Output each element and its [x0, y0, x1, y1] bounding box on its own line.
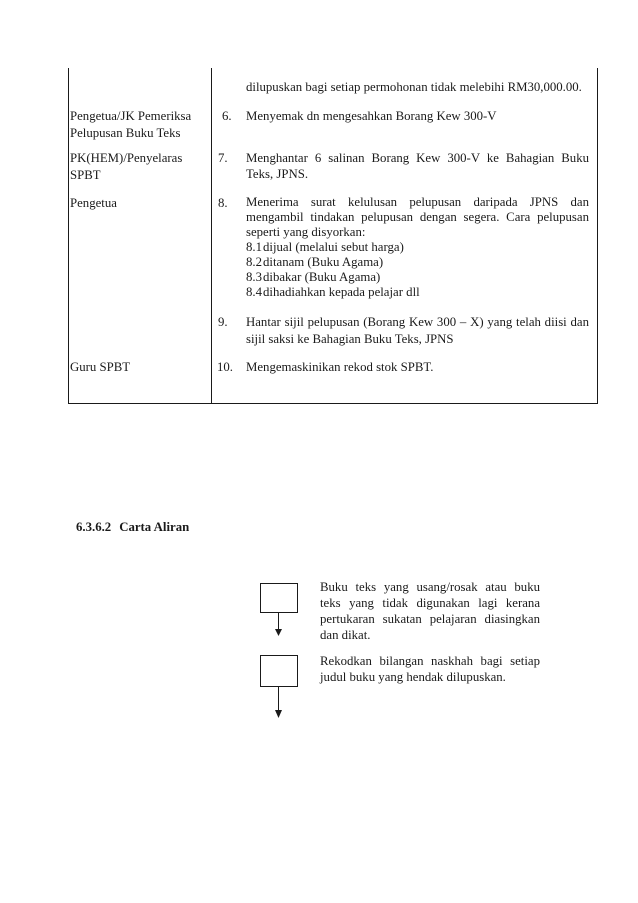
flowchart-step-text — [320, 653, 540, 685]
description-line: Menerima surat kelulusan pelupusan daripada JPNS dan — [246, 195, 589, 209]
description-line: sijil saksi ke Bahagian Buku Teks, JPNS — [246, 331, 454, 346]
row-description — [246, 359, 589, 375]
disposal-method-number: 8.3 — [246, 270, 262, 284]
description-line: mengambil tindakan pelupusan dengan segera. Cara pelupusan — [246, 210, 589, 224]
disposal-method-number: 8.1 — [246, 240, 262, 254]
flowchart-step-box — [261, 584, 298, 613]
disposal-method-number: 8.4 — [246, 285, 262, 299]
disposal-method-text: ditanam (Buku Agama) — [263, 255, 384, 269]
table-row — [0, 79, 638, 94]
role-line: Pengetua/JK Pemeriksa — [70, 109, 192, 123]
flowchart-text-line: dan dikat. — [320, 628, 371, 642]
flowchart-text-line: judul buku yang hendak dilupuskan. — [320, 670, 506, 684]
flowchart-step-box — [261, 656, 298, 687]
disposal-method-number: 8.2 — [246, 255, 262, 269]
flowchart-text-line: Rekodkan bilangan naskhah bagi setiap — [320, 654, 540, 668]
description-line: dilupuskan bagi setiap permohonan tidak melebihi RM30,000.00. — [246, 80, 582, 94]
table-row — [0, 359, 638, 374]
section-number: 6.3.6.2 — [76, 520, 112, 534]
disposal-method-item — [246, 240, 589, 255]
step-number: 6. — [222, 109, 232, 123]
flowchart-text-line: pertukaran sukatan pelajaran diasingkan — [320, 612, 540, 626]
role-line: Pengetua — [70, 196, 117, 210]
disposal-method-text: dihadiahkan kepada pelajar dll — [263, 285, 420, 299]
section-title: Carta Aliran — [119, 520, 190, 534]
disposal-method-item — [246, 285, 589, 300]
flowchart-step-text — [320, 579, 540, 643]
row-role — [70, 150, 208, 183]
row-description — [246, 314, 589, 347]
description-line: Mengemaskinikan rekod stok SPBT. — [246, 360, 434, 374]
row-description — [246, 195, 589, 300]
flowchart-arrowhead — [275, 629, 282, 636]
role-line: SPBT — [70, 167, 101, 182]
flowchart-text-line: teks yang tidak digunakan lagi kerana — [320, 596, 540, 610]
table-row — [0, 108, 638, 140]
step-number: 8. — [218, 196, 228, 210]
flowchart-text-line: Buku teks yang usang/rosak atau buku — [320, 580, 540, 594]
description-line: Menghantar 6 salinan Borang Kew 300-V ke Bahagian Buku — [246, 151, 589, 165]
role-line: Pelupusan Buku Teks — [70, 125, 181, 140]
row-role — [70, 195, 208, 212]
description-line: Menyemak dn mengesahkan Borang Kew 300-V — [246, 109, 497, 123]
role-line: Guru SPBT — [70, 360, 131, 374]
step-number: 9. — [218, 315, 228, 329]
row-role — [70, 108, 208, 141]
step-number: 7. — [218, 151, 228, 165]
description-line: Teks, JPNS. — [246, 167, 309, 181]
row-description — [246, 108, 589, 124]
table-row — [0, 314, 638, 346]
disposal-method-item — [246, 270, 589, 285]
row-role — [70, 359, 208, 376]
section-heading — [76, 519, 189, 535]
step-number: 10. — [217, 360, 233, 374]
disposal-method-text: dijual (melalui sebut harga) — [263, 240, 404, 254]
description-line: seperti yang disyorkan: — [246, 225, 366, 239]
role-line: PK(HEM)/Penyelaras — [70, 151, 183, 165]
table-row — [0, 195, 638, 299]
description-line: Hantar sijil pelupusan (Borang Kew 300 – X) yang telah diisi dan — [246, 315, 589, 329]
row-description — [246, 79, 589, 95]
table-row — [0, 150, 638, 182]
disposal-method-text: dibakar (Buku Agama) — [263, 270, 381, 284]
row-description — [246, 150, 589, 182]
disposal-method-item — [246, 255, 589, 270]
flowchart-arrowhead — [275, 710, 282, 718]
